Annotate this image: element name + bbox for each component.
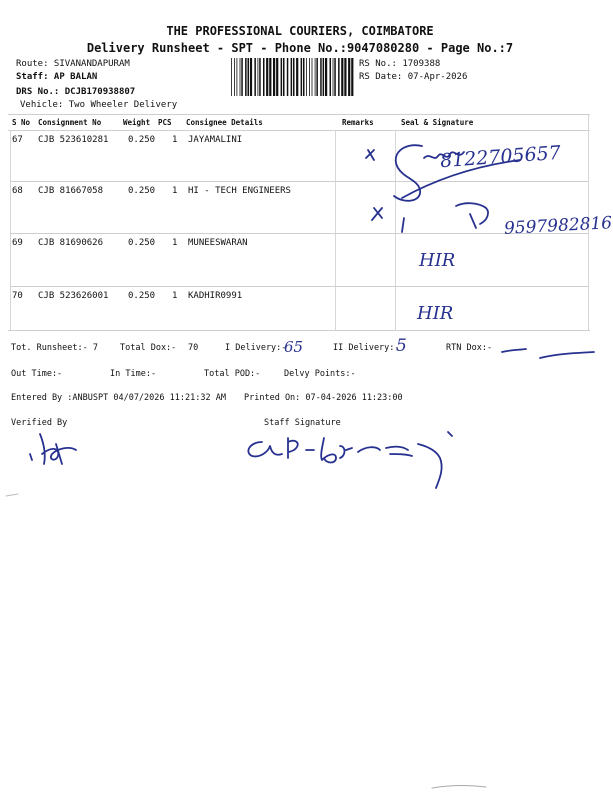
barcode-bar (283, 58, 285, 96)
runsheet-subtitle: Delivery Runsheet - SPT - Phone No.:9047080280 - Page No.:7 (86, 41, 514, 55)
barcode-bar (269, 58, 271, 96)
barcode-image (229, 58, 357, 96)
barcode-bar (287, 58, 289, 96)
barcode-bar (231, 58, 232, 96)
row-weight: 0.250 (128, 186, 156, 196)
barcode-bar (333, 58, 334, 96)
barcode-bar (291, 58, 293, 96)
total-pod-label: Total POD:- (204, 369, 261, 379)
barcode-bar (241, 58, 243, 96)
entered-by: Entered By :ANBUSPT 04/07/2026 11:21:32 AM (11, 393, 226, 403)
table-top-rule (8, 114, 590, 115)
barcode-bar (296, 58, 298, 96)
barcode-bar (341, 58, 343, 96)
rs-date: RS Date: 07-Apr-2026 (359, 72, 468, 82)
handwritten-first-delivery: 65 (284, 338, 304, 356)
col-pcs: PCS (158, 118, 172, 127)
table-row (0, 291, 600, 331)
barcode-bar (330, 58, 332, 96)
col-seal-signature: Seal & Signature (401, 118, 474, 127)
barcode-bar (237, 58, 238, 96)
barcode-bar (338, 58, 340, 96)
row-sno: 69 (12, 238, 23, 248)
barcode-bar (351, 58, 353, 96)
vehicle-label: Vehicle: Two Wheeler Delivery (20, 100, 178, 110)
row-pcs: 1 (172, 135, 178, 145)
verified-by-signature (22, 424, 82, 470)
barcode-bar (258, 58, 259, 96)
row-pcs: 1 (172, 291, 178, 301)
verified-by-label: Verified By (11, 418, 68, 428)
handwritten-phone-row67: 8122705657 (439, 141, 562, 173)
barcode-bar (245, 58, 247, 96)
route-label: Route: SIVANANDAPURAM (16, 59, 130, 69)
row-weight: 0.250 (128, 291, 156, 301)
drs-number: DRS No.: DCJB170938807 (16, 87, 136, 97)
handwritten-dash (500, 346, 530, 356)
barcode-bar (281, 58, 283, 96)
barcode-bar (250, 58, 252, 96)
barcode-bar (306, 58, 307, 96)
row-weight: 0.250 (128, 238, 156, 248)
total-dox-label: Total Dox:- (120, 343, 177, 353)
barcode-bar (263, 58, 265, 96)
summary-line-2 (0, 369, 600, 383)
barcode-bar (234, 58, 235, 96)
barcode-bar (334, 58, 336, 96)
barcode-bar (320, 58, 322, 96)
scan-mark (4, 490, 24, 500)
company-title: THE PROFESSIONAL COURIERS, COIMBATORE (166, 24, 434, 38)
row-sno: 70 (12, 291, 23, 301)
first-delivery-label: I Delivery:- (225, 343, 287, 353)
delvy-points-label: Delvy Points:- (284, 369, 356, 379)
handwritten-phone-row68: 9597982816 (503, 213, 613, 239)
row-consignee: JAYAMALINI (188, 135, 243, 145)
barcode-bar (293, 58, 295, 96)
barcode-bar (323, 58, 325, 96)
barcode-bar (259, 58, 261, 96)
barcode-bar (248, 58, 250, 96)
summary-line-3 (0, 393, 600, 407)
barcode-bar (315, 58, 316, 96)
table-bottom-rule (8, 330, 590, 331)
barcode-bar (316, 58, 318, 96)
row-divider (10, 286, 588, 287)
handwritten-second-delivery: 5 (396, 336, 407, 356)
barcode-bar (344, 58, 346, 96)
staff-signature-label: Staff Signature (264, 418, 341, 428)
col-consignment: Consignment No (38, 118, 102, 127)
col-consignee: Consignee Details (186, 118, 263, 127)
barcode-bar (273, 58, 275, 96)
barcode-bar (348, 58, 350, 96)
row-consignee: KADHIR0991 (188, 291, 243, 301)
barcode-bar (240, 58, 241, 96)
rs-number: RS No.: 1709388 (359, 59, 441, 69)
barcode-bar (312, 58, 313, 96)
col-weight: Weight (123, 118, 151, 127)
out-time-label: Out Time:- (11, 369, 63, 379)
scan-mark (430, 782, 490, 792)
row-pcs: 1 (172, 186, 178, 196)
barcode-bar (309, 58, 310, 96)
row-consignment: CJB 81690626 (38, 238, 104, 248)
barcode-bar (303, 58, 305, 96)
col-remarks: Remarks (342, 118, 374, 127)
barcode-bar (325, 58, 327, 96)
printed-on: Printed On: 07-04-2026 11:23:00 (244, 393, 403, 403)
total-dox-value: 70 (188, 343, 199, 353)
staff-signature (240, 428, 460, 492)
table-row (0, 238, 600, 284)
second-delivery-label: II Delivery:- (333, 343, 400, 353)
row-consignee: MUNEESWARAN (188, 238, 248, 248)
row-consignment: CJB 81667058 (38, 186, 104, 196)
row-consignee: HI - TECH ENGINEERS (188, 186, 291, 196)
row-pcs: 1 (172, 238, 178, 248)
tot-runsheet: Tot. Runsheet:- 7 (11, 343, 98, 353)
handwritten-remark-row69: HIR (419, 250, 456, 271)
handwritten-remark-row70: HIR (417, 303, 454, 324)
handwritten-rtn-dash (538, 350, 598, 362)
col-sno: S No (12, 118, 31, 127)
barcode-bar (266, 58, 268, 96)
barcode-bar (276, 58, 278, 96)
row-weight: 0.250 (128, 135, 156, 145)
row-sno: 68 (12, 186, 23, 196)
barcode-bar (254, 58, 256, 96)
row-consignment: CJB 523626001 (38, 291, 109, 301)
row-sno: 67 (12, 135, 23, 145)
in-time-label: In Time:- (110, 369, 157, 379)
barcode-bar (301, 58, 303, 96)
staff-label: Staff: AP BALAN (16, 72, 98, 82)
rtn-dox-label: RTN Dox:- (446, 343, 493, 353)
row-consignment: CJB 523610281 (38, 135, 109, 145)
